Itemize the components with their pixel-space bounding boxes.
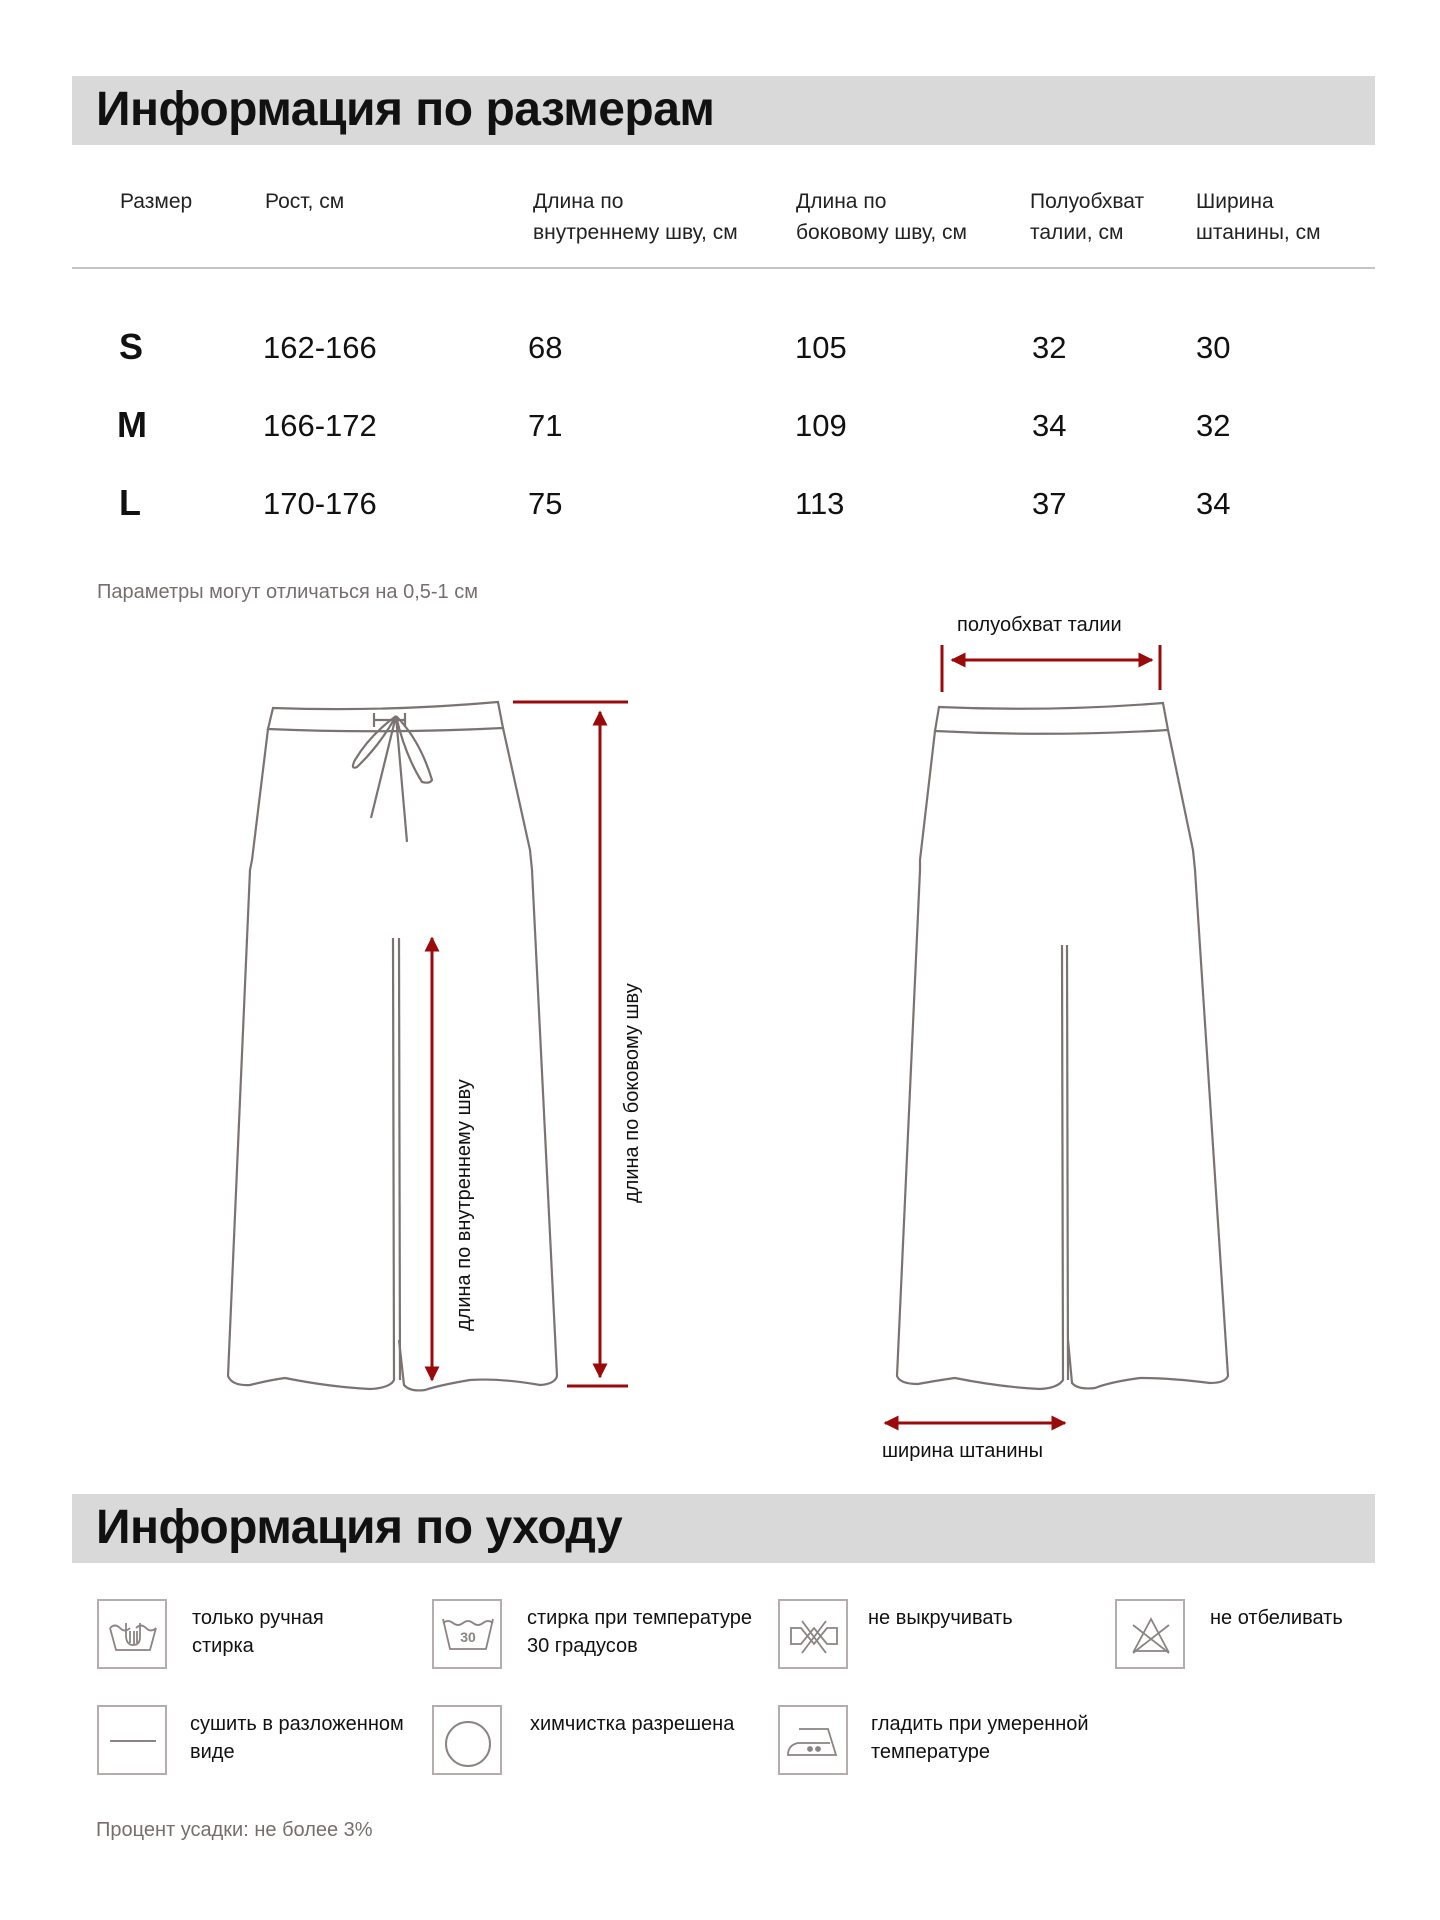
hand-wash-icon [97, 1599, 167, 1669]
inseam-label: длина по внутреннему шву [453, 1079, 475, 1331]
care-label-line2: стирка [192, 1635, 254, 1657]
side-seam-value: 109 [795, 408, 847, 443]
iron-medium-icon [778, 1705, 848, 1775]
care-label [527, 1604, 752, 1660]
height-value: 162-166 [263, 330, 377, 365]
size-label: L [119, 482, 141, 523]
column-header-line1: Ширина [1196, 190, 1274, 213]
side-seam-value: 105 [795, 330, 847, 365]
column-header-line2: Рост, см [265, 190, 345, 213]
care-label-line2: температуре [871, 1741, 990, 1763]
care-section-title: Информация по уходу [96, 1501, 623, 1554]
care-label-line1: стирка при температуре [527, 1607, 752, 1629]
care-label-line2: 30 градусов [527, 1635, 638, 1657]
size-section-title: Информация по размерам [96, 83, 715, 136]
care-label [871, 1710, 1089, 1766]
care-label-line1: сушить в разложенном [190, 1713, 404, 1735]
size-label: S [119, 326, 144, 367]
column-header-line1: Длина по [533, 190, 624, 213]
care-section-header [72, 1494, 1375, 1563]
waist-label: полуобхват талии [957, 614, 1122, 636]
column-header-line1: Длина по [796, 190, 887, 213]
care-label-line1: химчистка разрешена [530, 1713, 735, 1735]
care-label-line1: не выкручивать [868, 1607, 1013, 1629]
care-label [192, 1604, 324, 1660]
care-label-line1: гладить при умеренной [871, 1713, 1089, 1735]
back-pants-outline [897, 703, 1228, 1389]
waist-measure-arrow [942, 645, 1160, 692]
half-waist-value: 32 [1032, 330, 1067, 365]
inseam-value: 68 [528, 330, 563, 365]
column-header-line2: боковому шву, см [796, 221, 967, 244]
height-value: 166-172 [263, 408, 377, 443]
care-label [1210, 1604, 1343, 1632]
dry-flat-icon [97, 1705, 167, 1775]
inseam-value: 71 [528, 408, 563, 443]
care-label-line2: виде [190, 1741, 235, 1763]
size-tolerance-note: Параметры могут отличаться на 0,5-1 см [97, 581, 478, 603]
shrinkage-note: Процент усадки: не более 3% [96, 1819, 373, 1841]
care-label [190, 1710, 404, 1766]
half-waist-value: 37 [1032, 486, 1067, 521]
svg-text:30: 30 [460, 1629, 476, 1645]
leg-width-label: ширина штанины [882, 1440, 1043, 1462]
column-header-line2: Размер [120, 190, 193, 213]
half-waist-value: 34 [1032, 408, 1067, 443]
front-pants-outline [228, 702, 557, 1390]
size-label: M [117, 404, 147, 445]
no-bleach-icon [1115, 1599, 1185, 1669]
leg-width-value: 34 [1196, 486, 1231, 521]
side-seam-measure-arrow [513, 702, 628, 1386]
care-label-line1: только ручная [192, 1607, 324, 1629]
care-label [868, 1604, 1013, 1632]
column-header-line2: талии, см [1030, 221, 1124, 244]
column-header-line2: внутреннему шву, см [533, 221, 738, 244]
column-header-line1: Полуобхват [1030, 190, 1145, 213]
leg-width-value: 32 [1196, 408, 1231, 443]
height-value: 170-176 [263, 486, 377, 521]
no-wring-icon [778, 1599, 848, 1669]
side-seam-value: 113 [795, 486, 845, 521]
dry-clean-icon [432, 1705, 502, 1775]
side-seam-label: длина по боковому шву [621, 983, 643, 1203]
column-header-line2: штанины, см [1196, 221, 1321, 244]
leg-width-value: 30 [1196, 330, 1231, 365]
care-label [530, 1710, 734, 1738]
care-label-line1: не отбеливать [1210, 1607, 1343, 1629]
inseam-value: 75 [528, 486, 563, 521]
wash-30-icon [432, 1599, 502, 1669]
